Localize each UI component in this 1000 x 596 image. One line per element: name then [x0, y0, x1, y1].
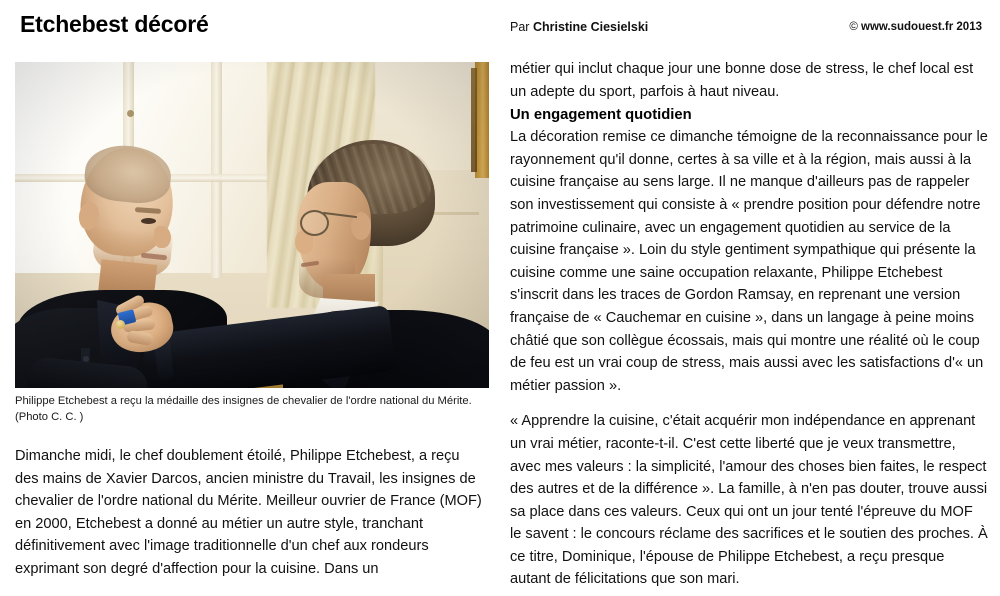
photo-person-left-eye: [141, 218, 156, 224]
copyright-text: www.sudouest.fr 2013: [861, 21, 982, 33]
medal-disc-icon: [116, 320, 125, 329]
byline-author: Christine Ciesielski: [532, 20, 649, 34]
byline: [510, 20, 648, 35]
photo-canvas: [15, 62, 489, 388]
left-column: [15, 62, 490, 581]
photo-person-left-nose: [154, 226, 171, 248]
byline-label: Par: [510, 20, 533, 34]
article-photo: [15, 62, 489, 388]
copyright-icon: ©: [849, 21, 861, 33]
article-body-left: Dimanche midi, le chef doublement étoilé, Philippe Etchebest, a reçu des mains de Xavier Darcos, ancien ministre du Travail, les insignes de chevalier de l'ordre national du Mérite. Meilleur ouvrier de France (MOF) en 2000, Etchebest a donné au métier un autre style, tranchant définitivement avec l'image traditionnelle d'un chef aux rondeurs exprimant son degré d'affection pour la cuisine. Dans un: [15, 448, 482, 577]
article-subheading: Un engagement quotidien: [510, 107, 692, 124]
page-title: Etchebest décoré: [20, 11, 209, 37]
photo-caption: Philippe Etchebest a reçu la médaille des insignes de chevalier de l'ordre national du Mérite. (Photo C. C. ): [15, 395, 472, 423]
article-header: [0, 0, 1000, 50]
article-paragraph-2: La décoration remise ce dimanche témoigne de la reconnaissance pour le rayonnement qu'il donne, certes à sa ville et à la région, mais aussi à la cuisine française au sens large. Il ne manque d'ailleurs pas de rappeler son investissement qui consiste à « prendre position pour défendre notre patrimoine culinaire, avec un engagement quotidien au service de la cuisine française ». Loin du style gentiment sympathique qui présente la cuisine comme une saine occupation relaxante, Philippe Etchebest s'inscrit dans les traces de Gordon Ramsay, en reprenant une version française de « Cauchemar en cuisine », dans un langage à peine moins châtié que son collègue écossais, mais qui montre une réalité où le coup de feu est un vrai coup de stress, mais aussi avec les satisfactions d'« un métier passion ».: [510, 129, 988, 394]
right-column: [510, 58, 988, 591]
photo-window-latch: [127, 110, 134, 117]
article-paragraph-3: « Apprendre la cuisine, c'était acquérir mon indépendance en apprenant un vrai métier, raconte-t-il. C'est cette liberté que je veux transmettre, avec mes valeurs : la simplicité, l'amour des choses bien faites, le respect des autres et de la différence ». La famille, à n'en pas douter, trouve aussi sa place dans ces valeurs. Ceux qui ont un jour tenté l'épreuve du MOF le savent : le concours réclame des sacrifices et le soutien des proches. À ce titre, Dominique, l'épouse de Philippe Etchebest, a reçu presque autant de félicitations que son mari.: [510, 413, 988, 588]
photo-window-mullion: [211, 62, 222, 278]
article-paragraph-continuation: métier qui inclut chaque jour une bonne dose de stress, le chef local est un adepte du sport, parfois à haut niveau.: [510, 61, 974, 100]
photo-picture-frame-inner: [471, 68, 477, 172]
photo-picture-frame: [475, 62, 489, 178]
copyright-notice: [849, 21, 982, 33]
